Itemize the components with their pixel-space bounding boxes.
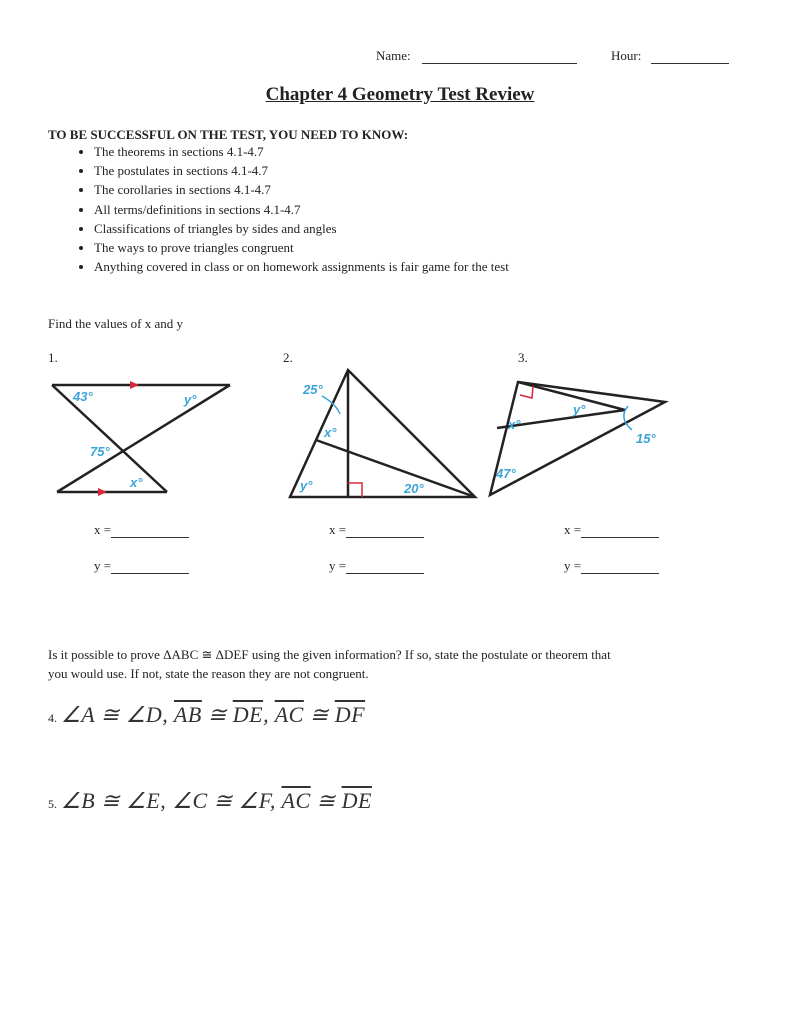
angle-label: x°	[508, 417, 521, 432]
problem-3-y-answer[interactable]	[564, 558, 659, 574]
x-label: x =	[329, 522, 347, 537]
y-label: y =	[94, 558, 112, 573]
list-item: • The ways to prove triangles congruent	[94, 238, 509, 257]
angle-label: x°	[324, 425, 337, 440]
find-prompt: Find the values of x and y	[48, 316, 184, 331]
parallel-mark-icon	[98, 488, 107, 496]
question-4	[48, 702, 365, 728]
congruence-prompt-line-2: you would use. If not, state the reason they are not congruent.	[48, 666, 369, 681]
x-label: x =	[94, 522, 112, 537]
question-number: 5.	[48, 797, 57, 811]
right-angle-mark	[520, 386, 533, 398]
angle-label: x°	[130, 475, 143, 490]
list-item: • The postulates in sections 4.1-4.7	[94, 161, 509, 180]
problem-1-number: 1.	[48, 350, 58, 365]
x-label: x =	[564, 522, 582, 537]
given-statement: ∠A ≅ ∠D, $\overline{AB}$ ≅ $\overline{DE}$, $\overline{AC}$ ≅ $\overline{DF}$	[61, 702, 366, 727]
question-number: 4.	[48, 711, 57, 725]
problem-2-y-answer[interactable]	[329, 558, 424, 574]
problem-2-x-answer[interactable]	[329, 522, 424, 538]
angle-label: 43°	[73, 389, 93, 404]
list-item: • All terms/definitions in sections 4.1-4.7	[94, 200, 509, 219]
problem-2-number: 2.	[283, 350, 293, 365]
problem-3-x-answer[interactable]	[564, 522, 659, 538]
angle-label: 25°	[303, 382, 323, 397]
list-item: • The theorems in sections 4.1-4.7	[94, 142, 509, 161]
angle-label: y°	[300, 478, 313, 493]
hour-label: Hour:	[611, 48, 642, 63]
list-item: • Classifications of triangles by sides and angles	[94, 219, 509, 238]
parallel-mark-icon	[130, 381, 139, 389]
congruence-prompt-line-1: Is it possible to prove ΔABC ≅ ΔDEF using the given information? If so, state the postulate or theorem that	[48, 647, 611, 662]
list-item: • The corollaries in sections 4.1-4.7	[94, 180, 509, 199]
angle-label: y°	[573, 402, 586, 417]
y-label: y =	[564, 558, 582, 573]
list-item: • Anything covered in class or on homework assignments is fair game for the test	[94, 257, 509, 276]
given-statement: ∠B ≅ ∠E, ∠C ≅ ∠F, $\overline{AC}$ ≅ $\overline{DE}$	[61, 788, 372, 813]
angle-label: y°	[184, 392, 197, 407]
angle-label: 75°	[90, 444, 110, 459]
name-label: Name:	[376, 48, 411, 63]
y-label: y =	[329, 558, 347, 573]
know-heading: TO BE SUCCESSFUL ON THE TEST, YOU NEED TO KNOW:	[48, 127, 409, 142]
right-angle-mark	[348, 483, 362, 497]
problem-3-number: 3.	[518, 350, 528, 365]
angle-label: 47°	[496, 466, 516, 481]
angle-label: 15°	[636, 431, 656, 446]
problem-1-y-answer[interactable]	[94, 558, 189, 574]
problem-1-x-answer[interactable]	[94, 522, 189, 538]
page-title: Chapter 4 Geometry Test Review	[265, 84, 535, 105]
question-5	[48, 788, 372, 814]
angle-label: 20°	[404, 481, 424, 496]
